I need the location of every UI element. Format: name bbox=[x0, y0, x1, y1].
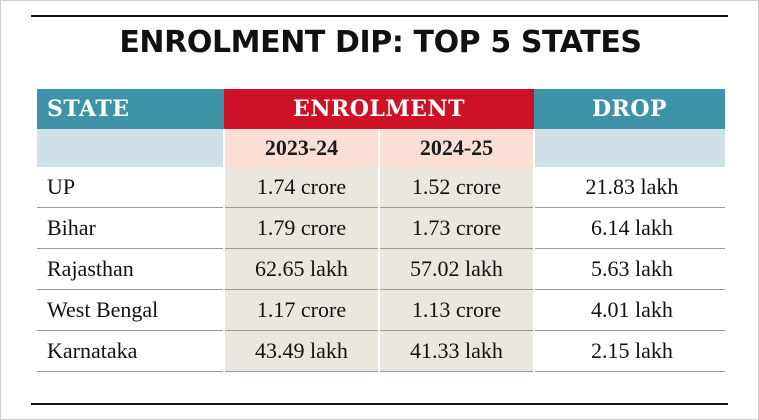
subheader-drop-blank bbox=[534, 129, 725, 167]
cell-drop: 4.01 lakh bbox=[534, 290, 725, 331]
table-row bbox=[37, 208, 725, 249]
cell-state: Rajasthan bbox=[37, 249, 224, 290]
cell-enrolment-2024-25: 57.02 lakh bbox=[379, 249, 534, 290]
cell-enrolment-2023-24: 43.49 lakh bbox=[224, 331, 379, 372]
cell-enrolment-2024-25: 41.33 lakh bbox=[379, 331, 534, 372]
cell-enrolment-2024-25: 1.73 crore bbox=[379, 208, 534, 249]
cell-state: Karnataka bbox=[37, 331, 224, 372]
table-row bbox=[37, 249, 725, 290]
column-header-state: STATE bbox=[37, 89, 224, 129]
data-table-wrapper bbox=[37, 89, 725, 372]
table-header-row bbox=[37, 89, 725, 129]
table-row bbox=[37, 331, 725, 372]
top-divider bbox=[31, 15, 728, 17]
table-row bbox=[37, 167, 725, 208]
cell-state: West Bengal bbox=[37, 290, 224, 331]
cell-enrolment-2024-25: 1.13 crore bbox=[379, 290, 534, 331]
table-subheader-row bbox=[37, 129, 725, 167]
cell-state: UP bbox=[37, 167, 224, 208]
subheader-state-blank bbox=[37, 129, 224, 167]
cell-drop: 2.15 lakh bbox=[534, 331, 725, 372]
subheader-year-2024-25: 2024-25 bbox=[379, 129, 534, 167]
cell-enrolment-2023-24: 62.65 lakh bbox=[224, 249, 379, 290]
cell-drop: 5.63 lakh bbox=[534, 249, 725, 290]
cell-enrolment-2024-25: 1.52 crore bbox=[379, 167, 534, 208]
subheader-year-2023-24: 2023-24 bbox=[224, 129, 379, 167]
cell-enrolment-2023-24: 1.74 crore bbox=[224, 167, 379, 208]
table-row bbox=[37, 290, 725, 331]
column-header-drop: DROP bbox=[534, 89, 725, 129]
bottom-divider bbox=[31, 403, 728, 405]
cell-drop: 21.83 lakh bbox=[534, 167, 725, 208]
cell-drop: 6.14 lakh bbox=[534, 208, 725, 249]
page-title: ENROLMENT DIP: TOP 5 STATES bbox=[119, 25, 642, 60]
cell-enrolment-2023-24: 1.17 crore bbox=[224, 290, 379, 331]
cell-state: Bihar bbox=[37, 208, 224, 249]
enrolment-table bbox=[37, 89, 725, 372]
cell-enrolment-2023-24: 1.79 crore bbox=[224, 208, 379, 249]
column-header-enrolment: ENROLMENT bbox=[224, 89, 534, 129]
